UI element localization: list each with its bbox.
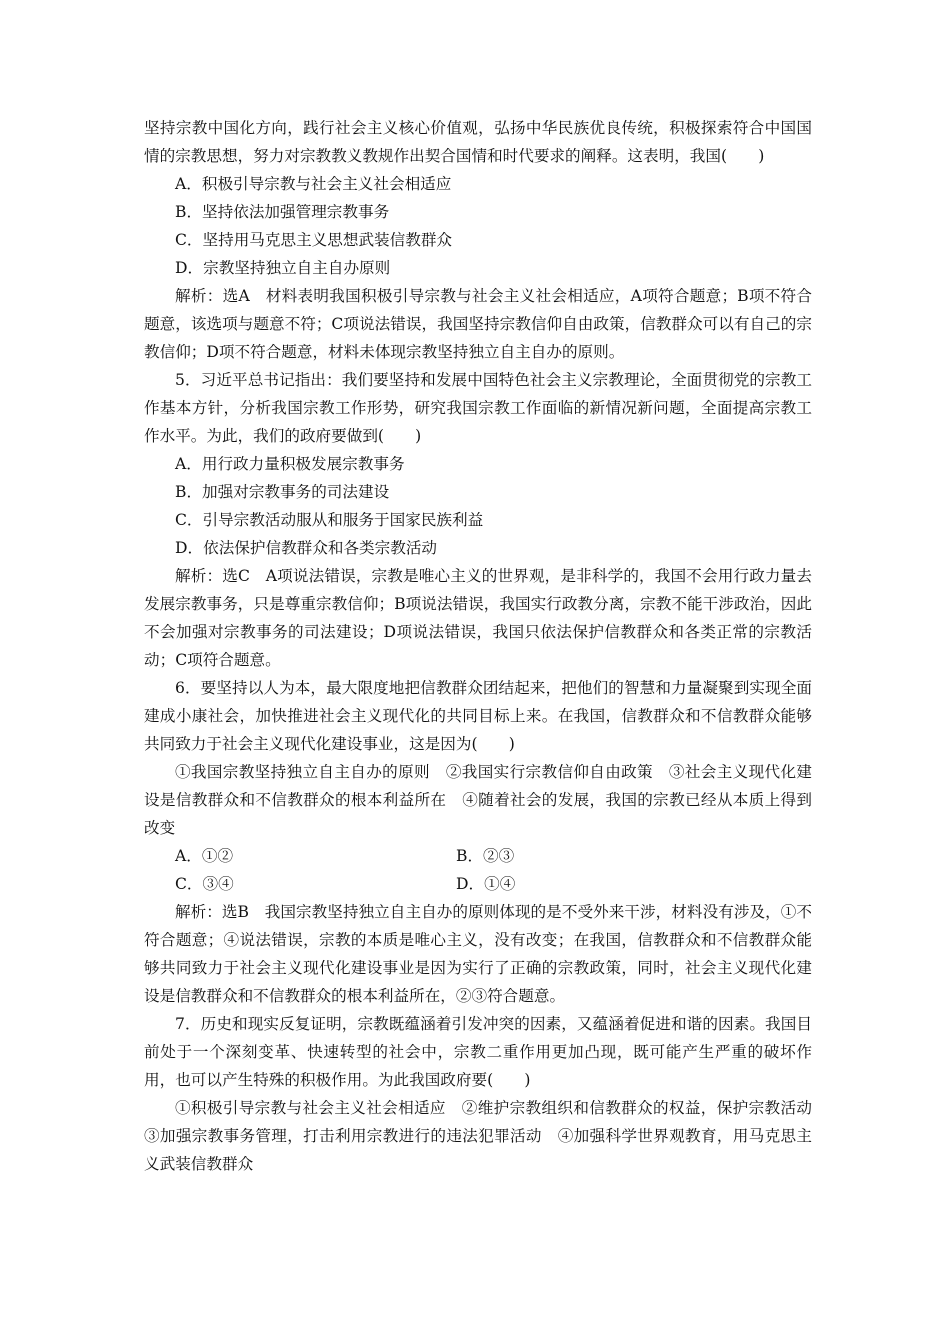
- document-page: [144, 114, 828, 1178]
- question-6-stem: 6．要坚持以人为本，最大限度地把信教群众团结起来，把他们的智慧和力量凝聚到实现全面建成小康社会，加快推进社会主义现代化的共同目标上来。在我国，信教群众和不信教群众能够共同致力于社会主义现代化建设事业，这是因为( ): [144, 679, 812, 753]
- question-5-option-b: B．加强对宗教事务的司法建设: [175, 483, 390, 501]
- question-5-option-d: D．依法保护信教群众和各类宗教活动: [175, 539, 438, 557]
- question-6-analysis: 解析：选B 我国宗教坚持独立自主自办的原则体现的是不受外来干涉，材料没有涉及，①不符合题意；④说法错误，宗教的本质是唯心主义，没有改变；在我国，信教群众和不信教群众能够共同致力于社会主义现代化建设事业是因为实行了正确的宗教政策，同时，社会主义现代化建设是信教群众和不信教群众的根本利益所在，②③符合题意。: [144, 903, 812, 1005]
- question-4-option-b: B．坚持依法加强管理宗教事务: [175, 203, 390, 221]
- question-5-option-c: C．引导宗教活动服从和服务于国家民族利益: [175, 511, 484, 529]
- question-6-statements: ①我国宗教坚持独立自主自办的原则 ②我国实行宗教信仰自由政策 ③社会主义现代化建设是信教群众和不信教群众的根本利益所在 ④随着社会的发展，我国的宗教已经从本质上得到改变: [144, 763, 812, 837]
- question-5-analysis: 解析：选C A项说法错误，宗教是唯心主义的世界观，是非科学的，我国不会用行政力量去发展宗教事务，只是尊重宗教信仰；B项说法错误，我国实行政教分离，宗教不能干涉政治，因此不会加强对宗教事务的司法建设；D项说法错误，我国只依法保护信教群众和各类正常的宗教活动；C项符合题意。: [144, 567, 812, 669]
- question-5-option-a: A．用行政力量积极发展宗教事务: [175, 455, 405, 473]
- question-6-option-d: D．①④: [456, 875, 516, 893]
- question-7-statements: ①积极引导宗教与社会主义社会相适应 ②维护宗教组织和信教群众的权益，保护宗教活动 ③加强宗教事务管理，打击利用宗教进行的违法犯罪活动 ④加强科学世界观教育，用马克思主义武装信教群众: [144, 1099, 828, 1173]
- question-4-option-d: D．宗教坚持独立自主自办原则: [175, 259, 391, 277]
- question-4-option-c: C．坚持用马克思主义思想武装信教群众: [175, 231, 453, 249]
- question-4-option-a: A．积极引导宗教与社会主义社会相适应: [175, 175, 452, 193]
- question-6-options-row-2: [144, 870, 812, 898]
- question-6-options-row-1: [144, 842, 812, 870]
- question-7-stem: 7．历史和现实反复证明，宗教既蕴涵着引发冲突的因素，又蕴涵着促进和谐的因素。我国目前处于一个深刻变革、快速转型的社会中，宗教二重作用更加凸现，既可能产生严重的破坏作用，也可以产生特殊的积极作用。为此我国政府要( ): [144, 1015, 812, 1089]
- question-4-stem: 坚持宗教中国化方向，践行社会主义核心价值观，弘扬中华民族优良传统，积极探索符合中国国情的宗教思想，努力对宗教教义教规作出契合国情和时代要求的阐释。这表明，我国( ): [144, 119, 812, 165]
- question-5-stem: 5．习近平总书记指出：我们要坚持和发展中国特色社会主义宗教理论，全面贯彻党的宗教工作基本方针，分析我国宗教工作形势，研究我国宗教工作面临的新情况新问题，全面提高宗教工作水平。为此，我们的政府要做到( ): [144, 371, 812, 445]
- question-6-option-c: C．③④: [175, 875, 234, 893]
- question-4-analysis: 解析：选A 材料表明我国积极引导宗教与社会主义社会相适应，A项符合题意；B项不符合题意，该选项与题意不符；C项说法错误，我国坚持宗教信仰自由政策，信教群众可以有自己的宗教信仰；D项不符合题意，材料未体现宗教坚持独立自主自办的原则。: [144, 287, 812, 361]
- question-6-option-a: A．①②: [175, 847, 234, 865]
- question-6-option-b: B．②③: [456, 847, 515, 865]
